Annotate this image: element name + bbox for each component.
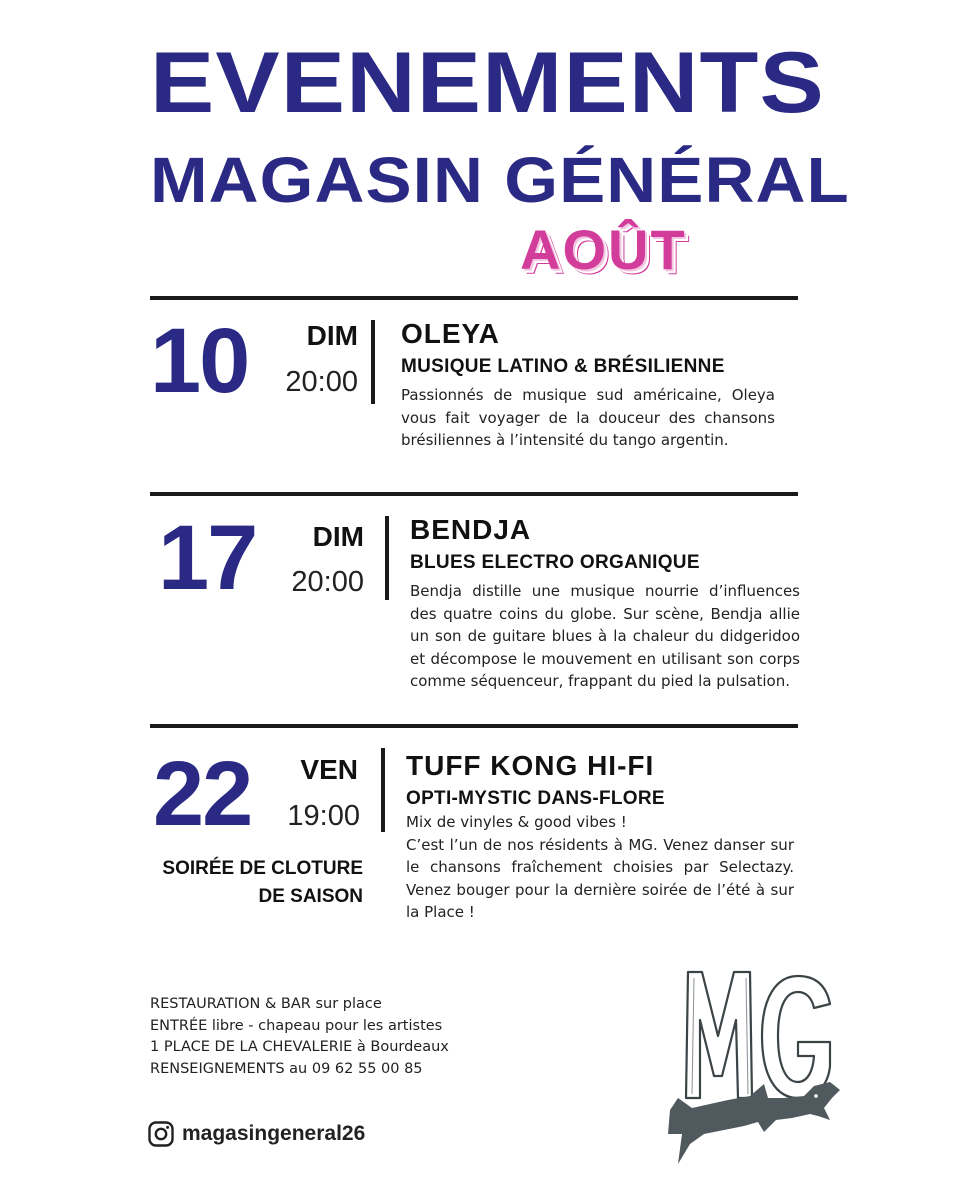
event-weekday: VEN [300, 754, 358, 785]
info-line: ENTRÉE libre - chapeau pour les artistes [150, 1017, 443, 1034]
divider [150, 724, 798, 728]
event-time: 19:00 [287, 800, 360, 832]
event-artist: OLEYA [401, 318, 500, 349]
instagram-link[interactable] [148, 1120, 365, 1148]
closing-note-line1: SOIRÉE DE CLOTURE [162, 858, 363, 879]
event-genre: BLUES ELECTRO ORGANIQUE [410, 552, 700, 573]
divider [150, 492, 798, 496]
event-time: 20:00 [291, 566, 364, 598]
event-weekday: DIM [306, 320, 358, 351]
divider [150, 296, 798, 300]
event-genre: MUSIQUE LATINO & BRÉSILIENNE [401, 356, 725, 377]
event-day-number: 17 [158, 507, 257, 609]
event-description-block [406, 811, 794, 924]
month-title: AOÛT [520, 218, 687, 281]
event-time: 20:00 [285, 366, 358, 398]
event-artist: TUFF KONG HI-FI [406, 750, 655, 781]
vertical-divider [381, 748, 385, 832]
info-line: RENSEIGNEMENTS au 09 62 55 00 85 [150, 1060, 423, 1077]
event-description: Bendja distille une musique nourrie d’influences des quatre coins du globe. Sur scène, Bendja allie un son de guitare blues à la chaleur du didgeridoo et décompose le mouvement en utilisant son corps comme séquenceur, frappant du pied la pulsation. [410, 582, 800, 690]
event-day-number: 22 [153, 743, 252, 845]
event-description-intro: Mix de vinyles & good vibes ! [406, 813, 627, 831]
closing-note-line2: DE SAISON [258, 886, 363, 907]
event-genre: OPTI-MYSTIC DANS-FLORE [406, 788, 665, 809]
venue-title: MAGASIN GÉNÉRAL [150, 144, 850, 216]
event-description: Passionnés de musique sud américaine, Oleya vous fait voyager de la douceur des chansons brésiliennes à l’intensité du tango argentin. [401, 386, 775, 449]
event-description: C’est l’un de nos résidents à MG. Venez danser sur le chansons fraîchement choisies par Selectazy. Venez bouger pour la dernière soirée de l’été à sur la Place ! [406, 835, 794, 921]
page-title: EVENEMENTS [150, 35, 825, 131]
vertical-divider [385, 516, 389, 600]
event-weekday: DIM [312, 521, 364, 552]
event-day-number: 10 [150, 310, 249, 412]
practical-info [150, 994, 449, 1080]
instagram-icon [148, 1121, 174, 1147]
info-line: 1 PLACE DE LA CHEVALERIE à Bourdeaux [150, 1039, 449, 1055]
closing-note [120, 855, 363, 911]
instagram-handle: magasingeneral26 [182, 1122, 366, 1145]
event-artist: BENDJA [410, 514, 532, 545]
info-line: RESTAURATION & BAR sur place [150, 996, 382, 1012]
vertical-divider [371, 320, 375, 404]
mg-logo [664, 958, 844, 1168]
hammerhead-shark-icon [664, 958, 844, 1168]
